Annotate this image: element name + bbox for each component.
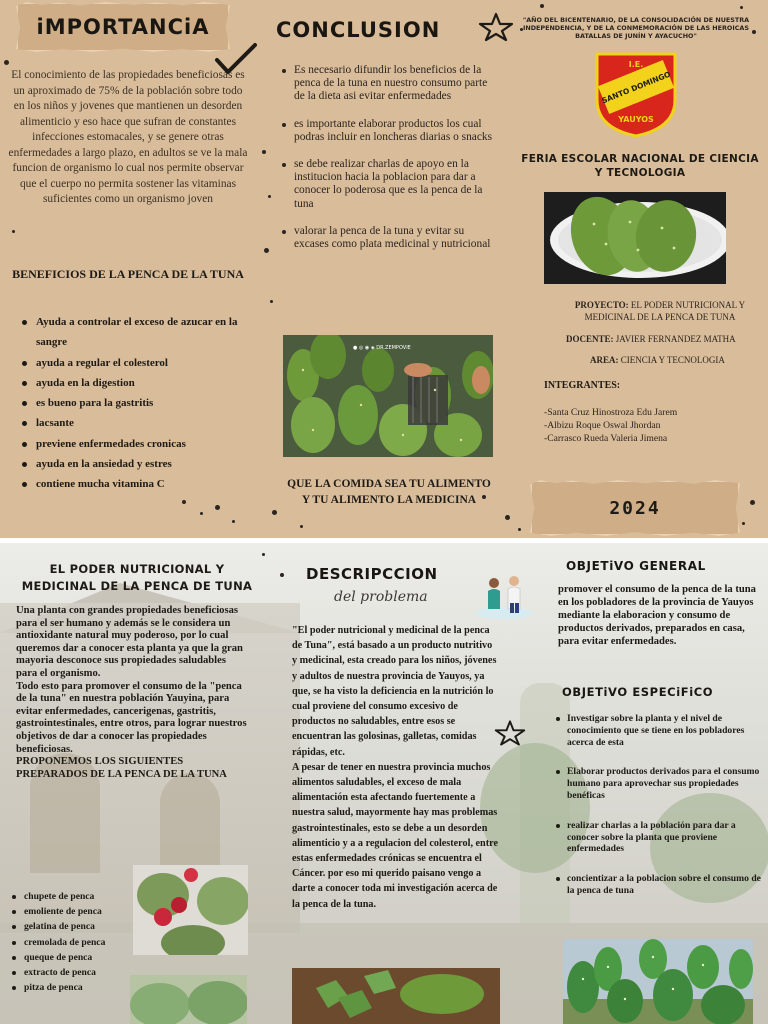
- objetivo-especifico-title: OBJETiVO ESPECiFiCO: [562, 685, 714, 699]
- descripcion-title: DESCRIPCCION: [306, 565, 438, 583]
- importancia-title: iMPORTANCiA: [36, 15, 210, 39]
- cactus-fruit-photo: [133, 865, 248, 955]
- school-shield-logo: [593, 50, 679, 138]
- list-item: pitza de penca: [8, 980, 128, 995]
- ink-splatter: [270, 300, 273, 303]
- area-value: CIENCIA Y TECNOLOGIA: [620, 355, 725, 365]
- list-item: es importante elaborar productos los cual podras incluir en loncheras diarias o snacks: [282, 118, 492, 144]
- ink-splatter: [268, 195, 271, 198]
- ink-splatter: [750, 500, 755, 505]
- list-item: lacsante: [22, 413, 242, 433]
- objetivo-especifico-list: [556, 713, 766, 897]
- conclusion-title: CONCLUSION: [276, 18, 441, 42]
- importancia-text: El conocimiento de las propiedades beneficiosas es un aproximado de 75% de la población sobre todo en los niños y jovenes que mantienen un desorden alimenticio y eso hace que sufran de constantes infecciones estomacales, y se genere otras enfermedades a largo plazo, en adultos se ve la mala funcion de organismo lo cual nos permite observar que el cuerpo no permita sostener las vitaminas suficientes como un organismo joven: [8, 69, 248, 205]
- ink-splatter: [4, 60, 9, 65]
- cactus-fruit-illustration: [133, 865, 248, 955]
- list-item: -Carrasco Rueda Valeria Jimena: [544, 433, 668, 444]
- list-item: -Albizu Roque Oswal Jhordan: [544, 420, 661, 431]
- list-item: ayuda en la digestion: [22, 373, 242, 393]
- cactus-plant-photo: [563, 939, 753, 1024]
- list-item: es bueno para la gastritis: [22, 393, 242, 413]
- list-item: contiene mucha vitamina C: [22, 474, 242, 494]
- ink-splatter: [742, 522, 745, 525]
- list-item: extracto de penca: [8, 965, 128, 980]
- ink-splatter: [182, 500, 186, 504]
- list-item: queque de penca: [8, 950, 128, 965]
- list-item: valorar la penca de la tuna y evitar su excases como plata medicinal y nutricional: [282, 225, 492, 251]
- ink-splatter: [262, 553, 265, 556]
- proyecto-value: EL PODER NUTRICIONAL Y MEDICINAL DE LA PENCA DE TUNA: [584, 300, 746, 322]
- cactus-harvest-illustration: [283, 335, 493, 457]
- list-item: -Santa Cruz Hinostroza Edu Jarem: [544, 407, 678, 418]
- closing-quote: QUE LA COMIDA SEA TU ALIMENTO Y TU ALIMENTO LA MEDICINA: [287, 478, 491, 506]
- proyecto-line: [562, 300, 758, 323]
- list-item: Elaborar productos derivados para el consumo humano para aprovechar sus propiedades benéficas: [556, 766, 766, 801]
- integrantes-list: [544, 406, 754, 445]
- photo-watermark: ● ◎ ◉ ◈ DR.ZEMPOVIE: [353, 345, 411, 351]
- shield-bottom-text: YAUYOS: [618, 115, 654, 124]
- list-item: realizar charlas a la población para dar a conocer sobre la planta que proviene enfermedades: [556, 820, 766, 855]
- integrantes-title: INTEGRANTES:: [544, 380, 621, 391]
- list-item: Ayuda a controlar el exceso de azucar en la sangre: [22, 312, 242, 353]
- paragraph: Todo esto para promover el consumo de la "penca de la tuna" en nuestra población Yauyina, para evitar enfermedades, cancerigenas, gastritis, gastrointestinales, entre otros, para lograr nuestros objetivos de dar a conocer las propiedades beneficiosas.: [16, 680, 247, 755]
- cactus-pads-plate-photo: [544, 192, 726, 284]
- area-line: [590, 355, 760, 367]
- cactus-harvest-photo: [283, 335, 493, 457]
- ink-splatter: [300, 525, 303, 528]
- docente-line: [566, 334, 762, 346]
- beneficios-list: [22, 312, 242, 495]
- cactus-pads-photo: [130, 975, 247, 1024]
- shield-top-text: I.E.: [628, 60, 644, 69]
- cactus-plant-illustration: [563, 939, 753, 1024]
- ink-splatter: [272, 510, 277, 515]
- preparados-list: [8, 889, 128, 995]
- area-label: AREA:: [590, 355, 619, 365]
- paragraph: Una planta con grandes propiedades beneficiosas para el ser humano y además se le considera un antioxidante natural muy poderoso, por lo cual queremos dar a conocer esta planta ya que la gran mayoria desconoce sus propiedades saludables para el organismo.: [16, 605, 243, 679]
- list-item: ayuda en la ansiedad y estres: [22, 454, 242, 474]
- list-item: ayuda a regular el colesterol: [22, 353, 242, 373]
- list-item: cremolada de penca: [8, 935, 128, 950]
- list-item: chupete de penca: [8, 889, 128, 904]
- ink-splatter: [262, 150, 266, 154]
- ink-splatter: [200, 512, 203, 515]
- docente-value: JAVIER FERNANDEZ MATHA: [615, 334, 736, 344]
- ink-splatter: [280, 573, 284, 577]
- sliced-cactus-illustration: [292, 968, 500, 1024]
- objetivo-general-text: promover el consumo de la penca de la tuna en los pobladores de la provincia de Yauyos mediante la elaboracion y consumo de productos derivados, preparados en casa, para evitar enfermedades.: [558, 584, 756, 647]
- brochure-inside-panel: [0, 543, 768, 1024]
- ink-splatter: [740, 6, 743, 9]
- cactus-pads-illustration: [130, 975, 247, 1024]
- list-item: Es necesario difundir los beneficios de la penca de la tuna en nuestro consumo parte de la dieta asi evitar enfermedades: [282, 64, 492, 104]
- list-item: se debe realizar charlas de apoyo en la institucion hacia la poblacion para dar a conocer lo poderosa que es la penca de la tuna: [282, 158, 492, 211]
- ink-splatter: [232, 520, 235, 523]
- shield-name-text: SANTO DOMINGO: [600, 69, 672, 106]
- beneficios-title: BENEFICIOS DE LA PENCA DE LA TUNA: [12, 267, 244, 281]
- list-item: previene enfermedades cronicas: [22, 434, 242, 454]
- objetivo-general-title: OBJETiVO GENERAL: [566, 559, 706, 573]
- ink-splatter: [505, 515, 510, 520]
- paragraph: A pesar de tener en nuestra provincia muchos alimentos saludables, el exceso de mala alimentación esta afectando fuertemente a nuestra salud, mayormente hay mas problemas gastrointestinales, esto se debe a un desorden alimenticio y a a regulacion del colesterol, entre estas enfermedades crónicas se encuentra el Cáncer. por eso mi querido paisano vengo a darte a conocer toda mi investigación acerca de la penca de la tuna.: [292, 761, 498, 910]
- ink-splatter: [540, 4, 544, 8]
- list-item: concientizar a la poblacion sobre el consumo de la penca de tuna: [556, 873, 766, 897]
- paragraph: PROPONEMOS LOS SIGUIENTES PREPARADOS DE LA PENCA DE LA TUNA: [16, 756, 227, 780]
- list-item: emoliente de penca: [8, 904, 128, 919]
- conclusion-list: [282, 64, 492, 265]
- cactus-plate-illustration: [544, 192, 726, 284]
- list-item: gelatina de penca: [8, 919, 128, 934]
- feria-title: FERIA ESCOLAR NACIONAL DE CIENCIA Y TECNOLOGIA: [521, 153, 759, 179]
- ink-splatter: [518, 528, 521, 531]
- year-label: 2024: [609, 497, 661, 519]
- year-motto: "AÑO DEL BICENTENARIO, DE LA CONSOLIDACIÓN DE NUESTRA INDEPENDENCIA, Y DE LA CONMEMORACIÓN DE LAS HEROICAS BATALLAS DE JUNÍN Y AYACUCHO": [522, 16, 750, 41]
- ink-splatter: [264, 248, 269, 253]
- ink-splatter: [215, 505, 220, 510]
- sliced-cactus-photo: [292, 968, 500, 1024]
- ink-splatter: [12, 230, 15, 233]
- paragraph: "El poder nutricional y medicinal de la penca de Tuna", está basado a un producto nutritivo y medicinal, esta creado para los niños, jóvenes y adultos de nuestra provincia de Yauyos, ya que, se ha visto la deficiencia en la nutrición lo cual proviene del consumo excesivo de productos no saludables, entre esos se encuentran las golosinas, galletas, comidas rápidas, etc.: [292, 625, 497, 758]
- poder-nutricional-title: EL PODER NUTRICIONAL Y MEDICINAL DE LA PENCA DE TUNA: [21, 562, 253, 593]
- docente-label: DOCENTE:: [566, 334, 614, 344]
- poder-nutricional-text: [16, 605, 248, 781]
- descripcion-subtitle: del problema: [334, 589, 428, 605]
- descripcion-text: [292, 623, 499, 912]
- proyecto-label: PROYECTO:: [574, 300, 629, 310]
- list-item: Investigar sobre la planta y el nivel de conocimiento que se tiene en los pobladores acerca de esta: [556, 713, 766, 748]
- people-illustration-icon: [474, 573, 534, 621]
